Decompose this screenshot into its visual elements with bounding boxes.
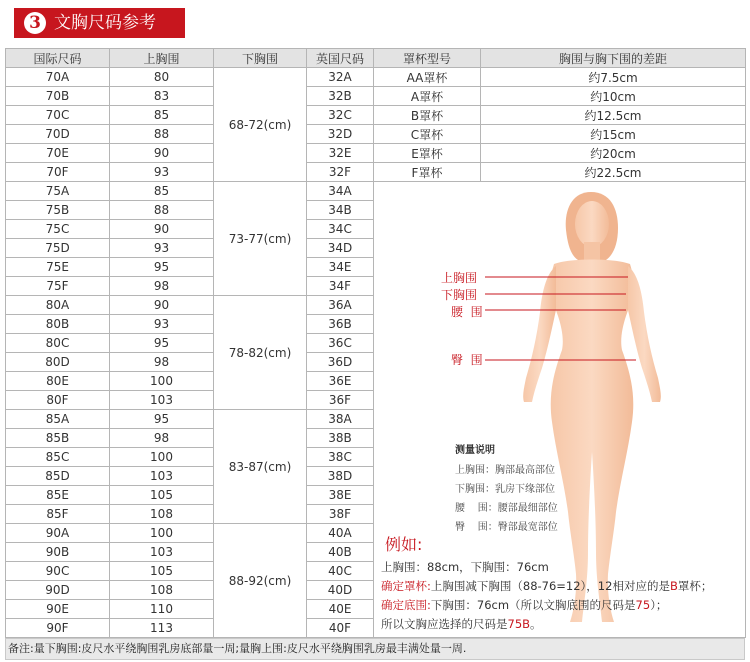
header-cup-type: 罩杯型号 (374, 49, 481, 68)
cell-intl-size: 80C (6, 334, 110, 353)
cell-intl-size: 70B (6, 87, 110, 106)
cell-uk-size: 40D (307, 581, 374, 600)
cell-upper-bust: 98 (110, 429, 214, 448)
cell-upper-bust: 80 (110, 68, 214, 87)
example-line-1-text: 上胸围：88cm，下胸围：76cm (381, 560, 549, 574)
example-title: 例如: (385, 535, 423, 554)
cell-intl-size: 80A (6, 296, 110, 315)
cell-upper-bust: 93 (110, 239, 214, 258)
cell-uk-size: 32F (307, 163, 374, 182)
header-intl-size: 国际尺码 (6, 49, 110, 68)
cell-upper-bust: 98 (110, 353, 214, 372)
label-under-bust: 下胸围 (441, 288, 478, 302)
measure-desc-upper: 上胸围：胸部最高部位 (455, 465, 555, 476)
cell-intl-size: 75A (6, 182, 110, 201)
header-uk-size: 英国尺码 (307, 49, 374, 68)
cell-uk-size: 40B (307, 543, 374, 562)
cell-upper-bust: 90 (110, 296, 214, 315)
cell-upper-bust: 100 (110, 448, 214, 467)
cell-intl-size: 85A (6, 410, 110, 429)
cell-cup-type: AA罩杯 (374, 68, 481, 87)
cell-under-bust: 83-87(cm) (214, 410, 307, 524)
cell-difference: 约15cm (481, 125, 746, 144)
cell-uk-size: 40C (307, 562, 374, 581)
cell-upper-bust: 88 (110, 125, 214, 144)
example-line-2 (381, 578, 712, 594)
cell-intl-size: 70C (6, 106, 110, 125)
measure-desc-title: 测量说明 (455, 445, 495, 456)
cell-intl-size: 75F (6, 277, 110, 296)
measure-desc-waist: 腰 围：腰部最细部位 (455, 503, 558, 514)
cell-uk-size: 38D (307, 467, 374, 486)
example-line-4 (381, 616, 542, 632)
table-row (6, 125, 746, 144)
table-row (6, 68, 746, 87)
example-line-4-text: 所以文胸应选择的尺码是 (381, 617, 508, 631)
cell-upper-bust: 85 (110, 106, 214, 125)
cell-uk-size: 36E (307, 372, 374, 391)
cell-uk-size: 34D (307, 239, 374, 258)
cell-intl-size: 80B (6, 315, 110, 334)
cell-intl-size: 70A (6, 68, 110, 87)
cell-uk-size: 36B (307, 315, 374, 334)
cell-uk-size: 36F (307, 391, 374, 410)
cell-intl-size: 70E (6, 144, 110, 163)
cell-uk-size: 38B (307, 429, 374, 448)
cell-upper-bust: 108 (110, 505, 214, 524)
example-line-2-key: 确定罩杯: (381, 579, 431, 593)
cell-uk-size: 38F (307, 505, 374, 524)
cell-intl-size: 75B (6, 201, 110, 220)
header-upper-bust: 上胸围 (110, 49, 214, 68)
cell-uk-size: 38E (307, 486, 374, 505)
table-row (6, 144, 746, 163)
cell-intl-size: 75E (6, 258, 110, 277)
cell-intl-size: 90B (6, 543, 110, 562)
example-line-1 (381, 559, 549, 575)
cell-upper-bust: 95 (110, 334, 214, 353)
table-row (6, 163, 746, 182)
cell-intl-size: 85D (6, 467, 110, 486)
size-table (5, 48, 746, 638)
cell-difference: 约12.5cm (481, 106, 746, 125)
example-line-3-end: ）； (650, 598, 668, 612)
cell-upper-bust: 100 (110, 372, 214, 391)
section-number: 3 (24, 12, 46, 34)
cell-under-bust: 73-77(cm) (214, 182, 307, 296)
cell-uk-size: 32D (307, 125, 374, 144)
cell-upper-bust: 83 (110, 87, 214, 106)
cell-upper-bust: 90 (110, 144, 214, 163)
cell-intl-size: 90C (6, 562, 110, 581)
cell-intl-size: 90A (6, 524, 110, 543)
cell-uk-size: 34E (307, 258, 374, 277)
cell-intl-size: 85F (6, 505, 110, 524)
cell-upper-bust: 95 (110, 258, 214, 277)
cell-intl-size: 90F (6, 619, 110, 638)
cell-difference: 约7.5cm (481, 68, 746, 87)
cell-upper-bust: 85 (110, 182, 214, 201)
example-line-3-key: 确定底围: (381, 598, 431, 612)
cell-uk-size: 34B (307, 201, 374, 220)
header-under-bust: 下胸围 (214, 49, 307, 68)
example-line-2-end: 罩杯； (677, 579, 713, 593)
cell-intl-size: 80D (6, 353, 110, 372)
cell-upper-bust: 103 (110, 543, 214, 562)
table-header-row (6, 49, 746, 68)
measure-desc-hip: 臀 围：臀部最宽部位 (455, 522, 558, 533)
header-difference: 胸围与胸下围的差距 (481, 49, 746, 68)
table-row (6, 182, 746, 201)
cell-cup-type: F罩杯 (374, 163, 481, 182)
cell-upper-bust: 93 (110, 163, 214, 182)
cell-intl-size: 70F (6, 163, 110, 182)
cell-upper-bust: 93 (110, 315, 214, 334)
cell-cup-type: E罩杯 (374, 144, 481, 163)
table-row (6, 87, 746, 106)
cell-upper-bust: 105 (110, 486, 214, 505)
example-line-3 (381, 597, 667, 613)
cell-intl-size: 85B (6, 429, 110, 448)
cell-uk-size: 34C (307, 220, 374, 239)
label-waist: 腰 围 (451, 305, 483, 319)
cell-under-bust: 68-72(cm) (214, 68, 307, 182)
cell-difference: 约10cm (481, 87, 746, 106)
cell-uk-size: 36C (307, 334, 374, 353)
cell-uk-size: 34F (307, 277, 374, 296)
cell-difference: 约20cm (481, 144, 746, 163)
label-hip: 臀 围 (451, 353, 483, 367)
cell-cup-type: C罩杯 (374, 125, 481, 144)
cell-intl-size: 85E (6, 486, 110, 505)
cell-upper-bust: 113 (110, 619, 214, 638)
cell-intl-size: 80E (6, 372, 110, 391)
cell-upper-bust: 88 (110, 201, 214, 220)
cell-uk-size: 36D (307, 353, 374, 372)
cell-upper-bust: 98 (110, 277, 214, 296)
example-line-4-highlight: 75B (507, 617, 531, 631)
section-banner (14, 8, 185, 38)
table-row (6, 106, 746, 125)
example-line-2-highlight: B (669, 579, 678, 593)
cell-difference: 约22.5cm (481, 163, 746, 182)
cell-uk-size: 32E (307, 144, 374, 163)
cell-uk-size: 34A (307, 182, 374, 201)
cell-intl-size: 75D (6, 239, 110, 258)
cell-under-bust: 88-92(cm) (214, 524, 307, 638)
cell-cup-type: B罩杯 (374, 106, 481, 125)
cell-cup-type: A罩杯 (374, 87, 481, 106)
figure-cell (374, 182, 746, 638)
cell-uk-size: 40E (307, 600, 374, 619)
example-line-3-highlight: 75 (635, 598, 651, 612)
footer-note: 备注:量下胸围:皮尺水平绕胸围乳房底部量一周;量胸上围:皮尺水平绕胸围乳房最丰满处量一周. (5, 638, 745, 660)
cell-intl-size: 80F (6, 391, 110, 410)
cell-upper-bust: 110 (110, 600, 214, 619)
cell-upper-bust: 103 (110, 391, 214, 410)
cell-upper-bust: 105 (110, 562, 214, 581)
body-figure (374, 182, 739, 636)
cell-intl-size: 85C (6, 448, 110, 467)
cell-uk-size: 32B (307, 87, 374, 106)
cell-uk-size: 32A (307, 68, 374, 87)
section-title: 文胸尺码参考 (54, 13, 156, 33)
example-line-4-end: 。 (530, 617, 542, 631)
measure-desc-under: 下胸围：乳房下缘部位 (455, 484, 555, 495)
label-upper-bust: 上胸围 (441, 271, 478, 285)
cell-intl-size: 90E (6, 600, 110, 619)
cell-uk-size: 36A (307, 296, 374, 315)
cell-upper-bust: 103 (110, 467, 214, 486)
cell-uk-size: 38A (307, 410, 374, 429)
cell-uk-size: 40F (307, 619, 374, 638)
cell-intl-size: 75C (6, 220, 110, 239)
cell-uk-size: 40A (307, 524, 374, 543)
cell-upper-bust: 100 (110, 524, 214, 543)
cell-uk-size: 38C (307, 448, 374, 467)
cell-uk-size: 32C (307, 106, 374, 125)
cell-intl-size: 70D (6, 125, 110, 144)
example-line-3-text: 下胸围：76cm（所以文胸底围的尺码是 (430, 598, 636, 612)
example-line-2-text: 上胸围减下胸围（88-76=12），12相对应的是 (430, 579, 670, 593)
cell-upper-bust: 95 (110, 410, 214, 429)
cell-intl-size: 90D (6, 581, 110, 600)
cell-under-bust: 78-82(cm) (214, 296, 307, 410)
cell-upper-bust: 90 (110, 220, 214, 239)
cell-upper-bust: 108 (110, 581, 214, 600)
